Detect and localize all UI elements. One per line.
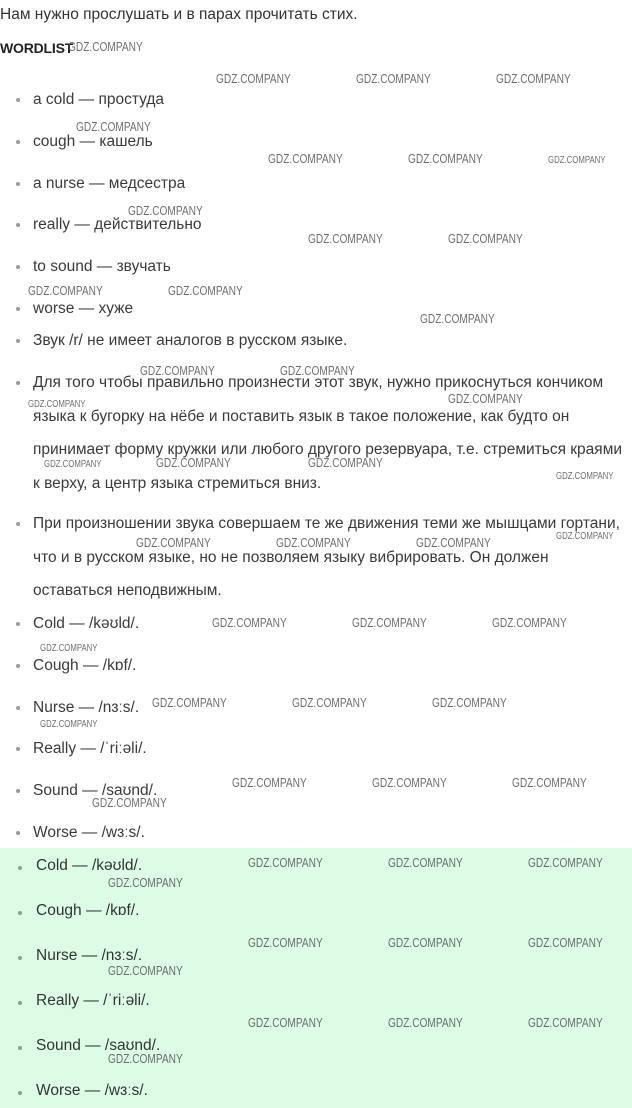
list-item: Cold — /kəʊld/. <box>16 607 624 641</box>
watermark: GDZ.COMPANY <box>156 455 231 470</box>
watermark: GDZ.COMPANY <box>512 775 587 790</box>
watermark: GDZ.COMPANY <box>108 1051 183 1066</box>
bullet-icon <box>18 1091 22 1095</box>
watermark: GDZ.COMPANY <box>268 151 343 166</box>
watermark: GDZ.COMPANY <box>496 71 571 86</box>
list-item: a cold — простуда <box>16 83 624 117</box>
answer-box <box>0 848 632 1108</box>
list-item: really — действительно <box>16 208 624 242</box>
bullet-icon <box>18 1001 22 1005</box>
watermark: GDZ.COMPANY <box>448 231 523 246</box>
watermark: GDZ.COMPANY <box>216 71 291 86</box>
watermark: GDZ.COMPANY <box>40 719 98 730</box>
watermark: GDZ.COMPANY <box>492 615 567 630</box>
watermark: GDZ.COMPANY <box>308 455 383 470</box>
watermark: GDZ.COMPANY <box>212 615 287 630</box>
watermark: GDZ.COMPANY <box>136 535 211 550</box>
watermark: GDZ.COMPANY <box>308 231 383 246</box>
bullet-icon <box>18 1046 22 1050</box>
list-item: worse — хуже <box>16 292 624 326</box>
bullet-icon <box>16 307 20 311</box>
bullet-icon <box>16 140 20 144</box>
answer-item: Cough — /kɒf/. <box>18 902 139 920</box>
watermark: GDZ.COMPANY <box>372 775 447 790</box>
answer-item: Worse — /wɜːs/. <box>18 1082 148 1100</box>
watermark: GDZ.COMPANY <box>556 531 614 542</box>
watermark: GDZ.COMPANY <box>140 363 215 378</box>
watermark: GDZ.COMPANY <box>68 39 143 54</box>
bullet-icon <box>18 956 22 960</box>
bullet-icon <box>18 911 22 915</box>
watermark: GDZ.COMPANY <box>40 643 98 654</box>
watermark: GDZ.COMPANY <box>276 535 351 550</box>
list-item: Cough — /kɒf/. <box>16 649 624 683</box>
bullet-icon <box>16 831 20 835</box>
watermark: GDZ.COMPANY <box>420 311 495 326</box>
list-item: Worse — /wɜːs/. <box>16 816 624 850</box>
list-item: a nurse — медсестра <box>16 167 624 201</box>
wordlist-heading: WORDLIST <box>0 40 74 56</box>
bullet-icon <box>16 223 20 227</box>
list-item: Really — /ˈriːəli/. <box>16 732 624 766</box>
watermark: GDZ.COMPANY <box>76 119 151 134</box>
watermark: GDZ.COMPANY <box>44 459 102 470</box>
bullet-icon <box>16 664 20 668</box>
bullet-icon <box>16 706 20 710</box>
bullet-icon <box>16 622 20 626</box>
watermark: GDZ.COMPANY <box>168 283 243 298</box>
answer-item: Cold — /kəʊld/. <box>18 857 142 875</box>
list-item: Nurse — /nɜːs/. <box>16 691 624 725</box>
watermark: GDZ.COMPANY <box>28 283 103 298</box>
watermark: GDZ.COMPANY <box>152 695 227 710</box>
watermark: GDZ.COMPANY <box>248 935 323 950</box>
list-item: to sound — звучать <box>16 250 624 284</box>
watermark: GDZ.COMPANY <box>408 151 483 166</box>
watermark: GDZ.COMPANY <box>128 203 203 218</box>
watermark: GDZ.COMPANY <box>556 471 614 482</box>
watermark: GDZ.COMPANY <box>280 363 355 378</box>
watermark: GDZ.COMPANY <box>528 855 603 870</box>
bullet-icon <box>16 747 20 751</box>
watermark: GDZ.COMPANY <box>92 795 167 810</box>
answer-item: Really — /ˈriːəli/. <box>18 992 150 1010</box>
watermark: GDZ.COMPANY <box>416 535 491 550</box>
bullet-icon <box>16 339 20 343</box>
answer-item: Sound — /saʊnd/. <box>18 1037 160 1055</box>
watermark: GDZ.COMPANY <box>28 399 86 410</box>
watermark: GDZ.COMPANY <box>388 855 463 870</box>
watermark: GDZ.COMPANY <box>232 775 307 790</box>
watermark: GDZ.COMPANY <box>388 1015 463 1030</box>
watermark: GDZ.COMPANY <box>248 855 323 870</box>
watermark: GDZ.COMPANY <box>528 1015 603 1030</box>
bullet-icon <box>16 789 20 793</box>
watermark: GDZ.COMPANY <box>248 1015 323 1030</box>
bullet-icon <box>16 522 20 526</box>
watermark: GDZ.COMPANY <box>292 695 367 710</box>
watermark: GDZ.COMPANY <box>548 155 606 166</box>
watermark: GDZ.COMPANY <box>108 875 183 890</box>
watermark: GDZ.COMPANY <box>108 963 183 978</box>
watermark: GDZ.COMPANY <box>448 391 523 406</box>
bullet-icon <box>16 381 20 385</box>
note-item: Звук /r/ не имеет аналогов в русском языке. <box>16 324 624 358</box>
watermark: GDZ.COMPANY <box>356 71 431 86</box>
note-item: Для того чтобы правильно произнести этот звук, нужно прикоснуться кончиком языка к бугорку на нёбе и поставить язык в такое положение, как будто он принимает форму кружки или любого другого резервуара, т.е. стремиться краями к верху, а центр языка стремиться вниз. <box>16 366 624 500</box>
answer-item: Nurse — /nɜːs/. <box>18 947 142 965</box>
watermark: GDZ.COMPANY <box>432 695 507 710</box>
list-item: cough — кашель <box>16 125 624 159</box>
list-item: Sound — /saʊnd/. <box>16 774 624 808</box>
bullet-icon <box>16 182 20 186</box>
bullet-icon <box>16 265 20 269</box>
bullet-icon <box>16 98 20 102</box>
bullet-icon <box>18 866 22 870</box>
watermark: GDZ.COMPANY <box>352 615 427 630</box>
intro-text: Нам нужно прослушать и в парах прочитать стих. <box>0 6 358 23</box>
note-item: При произношении звука совершаем те же движения теми же мышцами гортани, что и в русском языке, но не позволяем языку вибрировать. Он должен оставаться неподвижным. <box>16 507 624 608</box>
watermark: GDZ.COMPANY <box>528 935 603 950</box>
watermark: GDZ.COMPANY <box>388 935 463 950</box>
